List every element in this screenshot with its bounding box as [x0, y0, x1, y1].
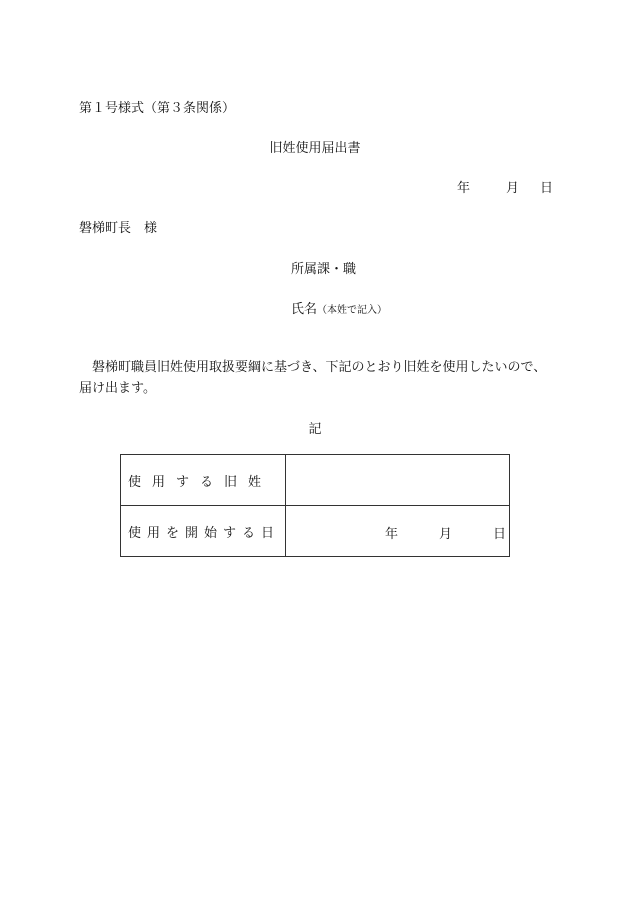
document-title: 旧姓使用届出書: [269, 141, 361, 156]
start-date-year-label: 年: [385, 527, 399, 542]
start-date-field[interactable]: [286, 506, 510, 557]
start-date-month-label: 月: [439, 527, 453, 542]
addressee: 磐梯町長 様: [79, 221, 158, 236]
body-paragraph: 磐梯町職員旧姓使用取扱要綱に基づき、下記のとおり旧姓を使用したいので、届け出ます。: [79, 360, 547, 396]
name-line: [291, 298, 387, 317]
form-number: 第１号様式（第３条関係）: [79, 101, 236, 116]
date-year-label: 年: [457, 181, 471, 196]
ki-heading: 記: [308, 422, 322, 437]
date-line: [457, 177, 553, 196]
name-note: （本姓で記入）: [317, 305, 388, 316]
table-row: [121, 455, 510, 506]
date-day-label: 日: [540, 181, 554, 196]
former-surname-label: 使用する旧姓: [121, 455, 286, 506]
table-row: [121, 506, 510, 557]
date-month-label: 月: [506, 181, 520, 196]
former-surname-field[interactable]: [286, 455, 510, 506]
start-date-label: 使用を開始する日: [121, 506, 286, 557]
detail-table: [120, 454, 510, 557]
affiliation-label: 所属課・職: [291, 262, 357, 277]
name-label: 氏名: [291, 302, 318, 317]
start-date-day-label: 日: [493, 527, 507, 542]
